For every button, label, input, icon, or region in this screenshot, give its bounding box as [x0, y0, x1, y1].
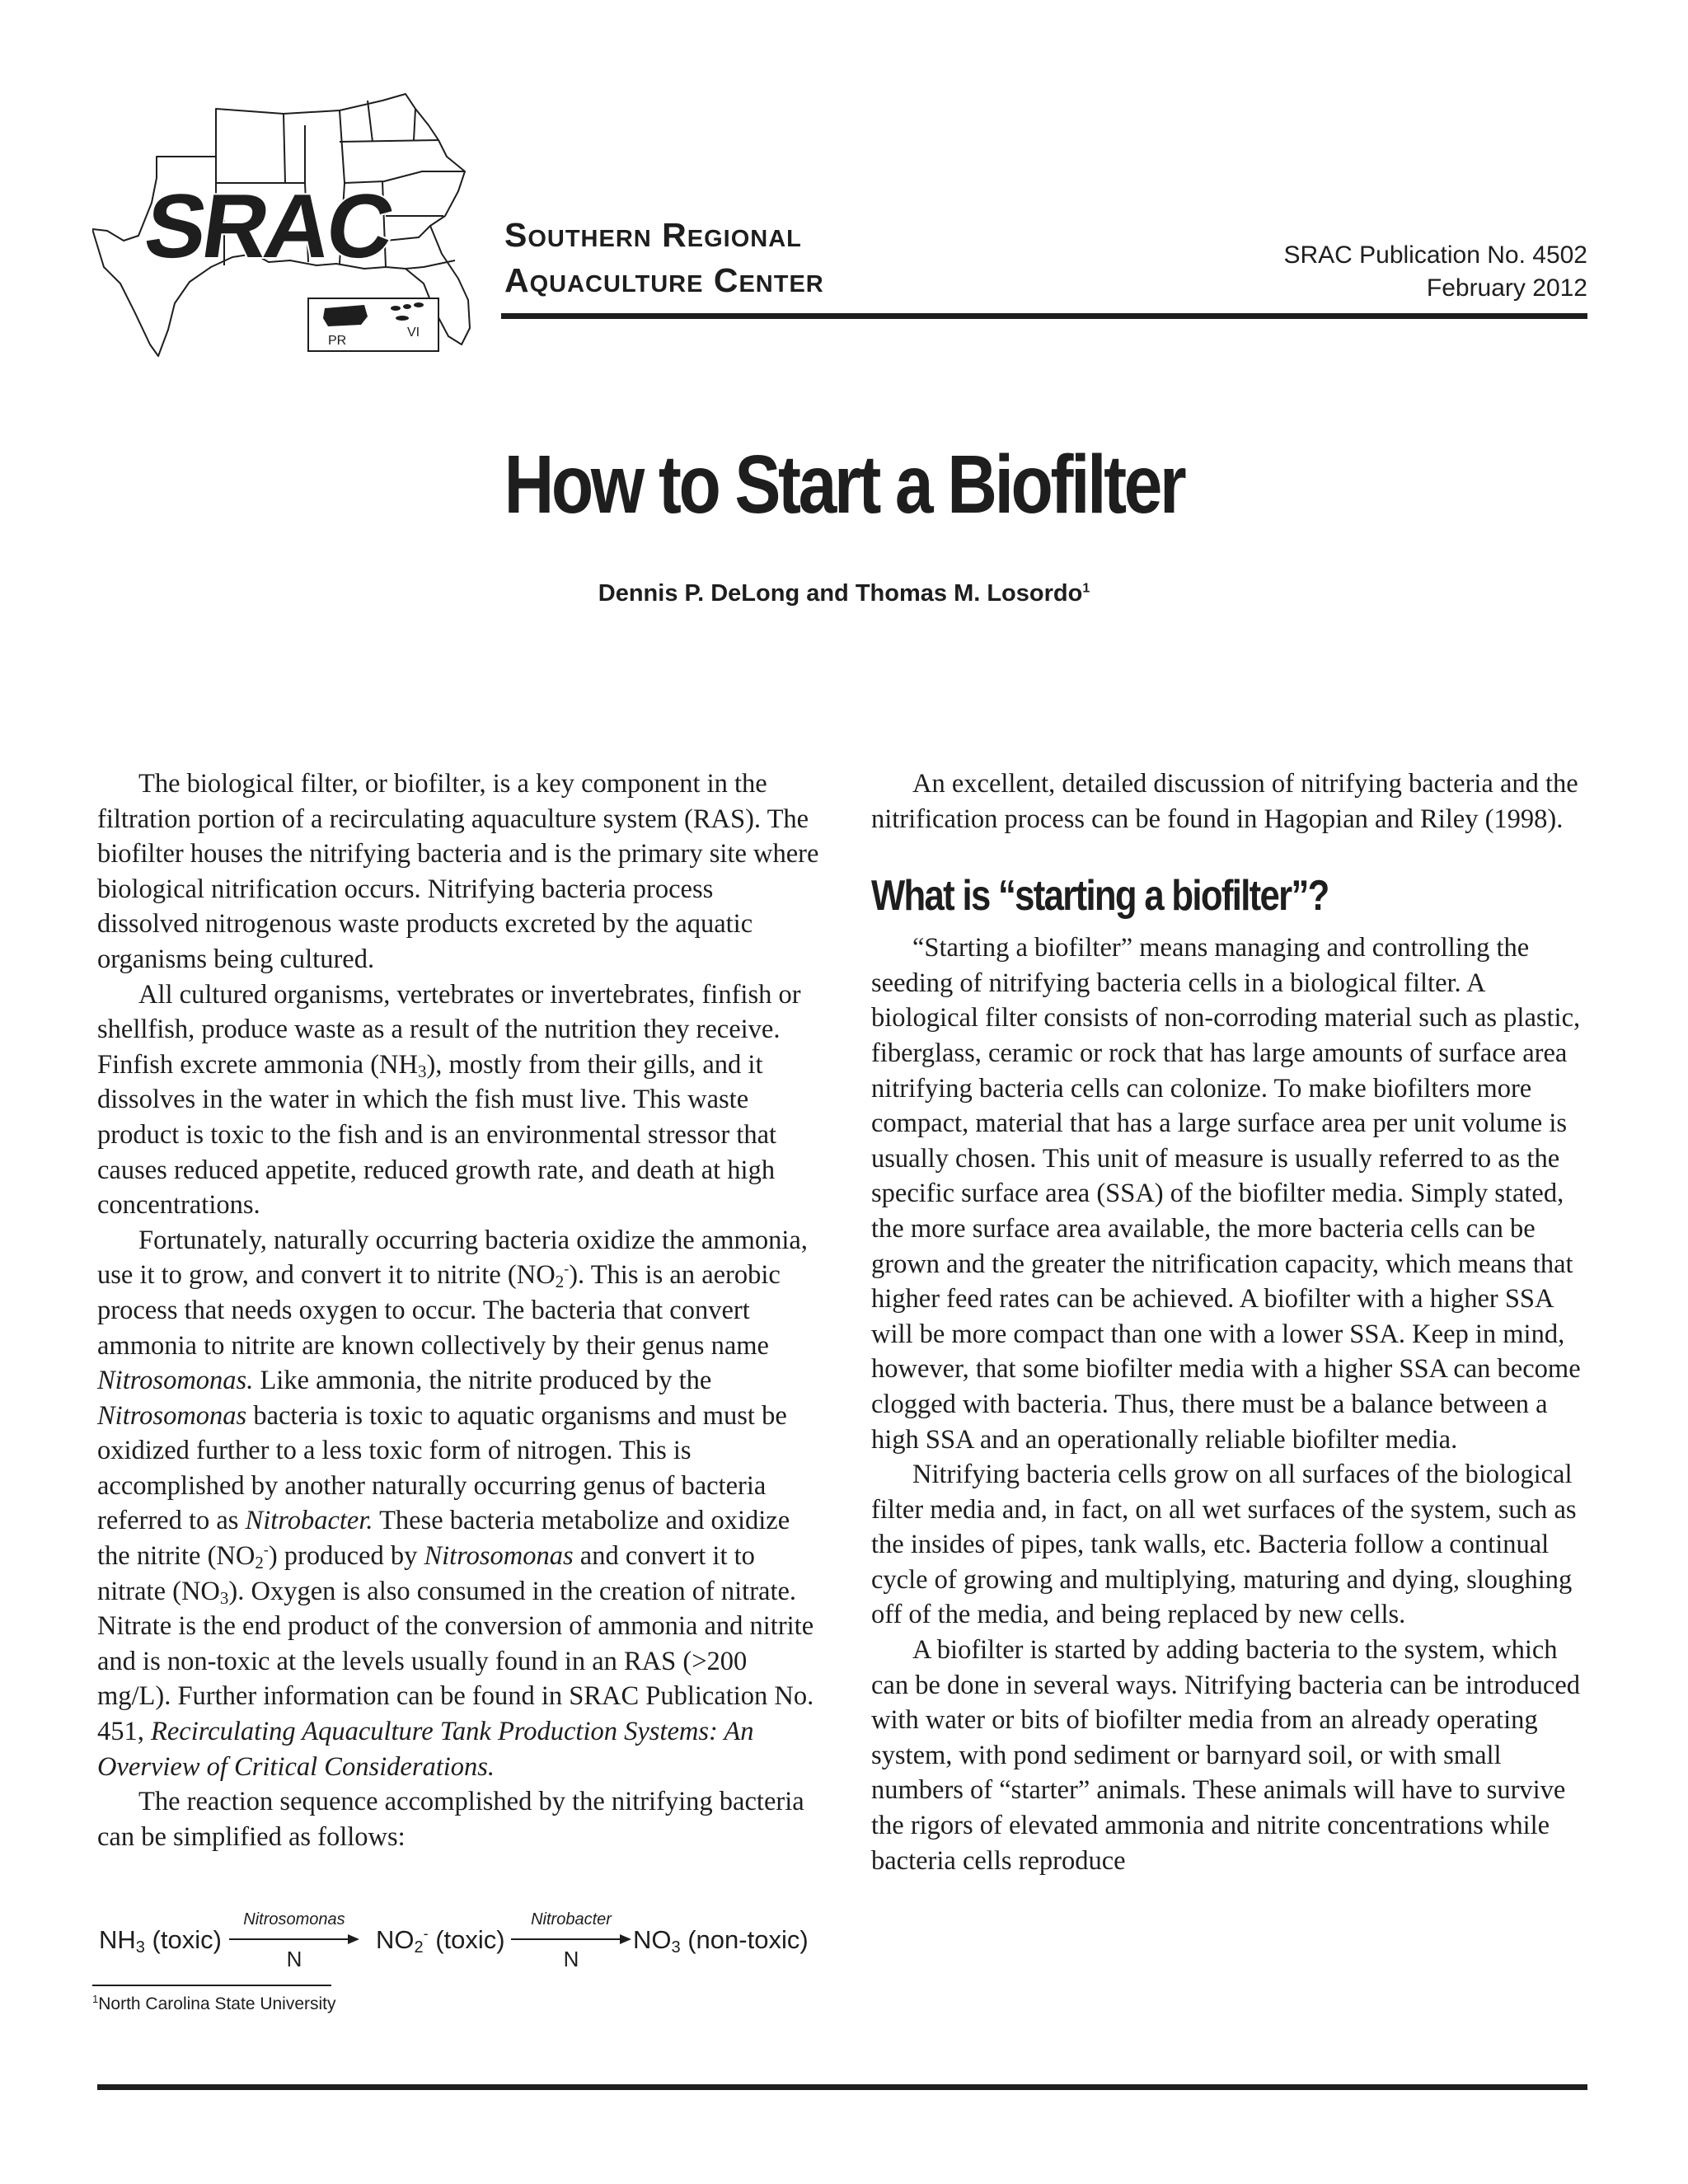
footnote-mark: 1 [92, 1993, 99, 2005]
equation-nitrite: $NO_2^-$ (toxic) [376, 1925, 505, 1957]
footnote-text: North Carolina State University [98, 1994, 336, 2013]
center-name-line1: Southern Regional [504, 216, 802, 254]
paragraph-surfaces: Nitrifying bacteria cells grow on all surfaces of the biological filter media and, in fact, on all wet surfaces of the system, such as the insides of pipes, tank walls, etc. Bacteria follow a continual cycle of growing and multiplying, maturing and dying, sloughing off of the media, and being replaced by new cells. [871, 1460, 1577, 1630]
page-title: How to Start a Biofilter [504, 438, 1184, 531]
authors [0, 577, 1688, 610]
paragraph-waste: All cultured organisms, vertebrates or invertebrates, finfish or shellfish, produce waste as a result of the nutrition they receive. Finfish excrete ammonia $(NH_3)$, mostly from their gills, and it dissolves in the water in which the fish must live. This waste product is toxic to the fish and is an environmental stressor that causes reduced appetite, reduced growth rate, and death at high concentrations. [97, 979, 801, 1221]
srac-logo-text: SRAC [138, 176, 397, 277]
left-column [97, 766, 819, 1854]
equation-nitrate: $NO_3$ (non-toxic) [633, 1925, 809, 1957]
equation-ammonia: $NH_3$ (toxic) [99, 1925, 222, 1957]
author-footnote-mark: 1 [1082, 581, 1090, 596]
arrow-right-icon [229, 1933, 359, 1945]
bottom-rule [97, 2084, 1587, 2090]
arrow-right-icon [511, 1933, 631, 1945]
paragraph-reaction: The reaction sequence accomplished by the nitrifying bacteria can be simplified as follows: [97, 1787, 804, 1852]
srac-logo [92, 92, 537, 369]
center-name [504, 213, 824, 303]
paragraph-bacteria: Fortunately, naturally occurring bacteria oxidize the ammonia, use it to grow, and convert it to nitrite $(NO_2^-)$. This is an aerobic process that needs oxygen to occur. The bacteria that convert ammonia to nitrite are known collectively by their genus name Nitrosomonas. Like ammonia, the nitrite produced by the Nitrosomonas bacteria is toxic to aquatic organisms and must be oxidized further to a less toxic form of nitrogen. This is accomplished by another naturally occurring genus of bacteria referred to as Nitrobacter. These bacteria metabolize and oxidize the nitrite $(NO_2^-)$ produced by Nitrosomonas and convert it to nitrate $(NO_3)$. Oxygen is also consumed in the creation of nitrate. Nitrate is the end product of the conversion of ammonia and nitrite and is non-toxic at the levels usually found in an RAS (>200 mg/L). Further information can be found in SRAC Publication No. 451, Recirculating Aquaculture Tank Production Systems: An Overview of Critical Considerations. [97, 1225, 814, 1782]
puerto-rico-icon [323, 305, 368, 326]
header-rule [501, 313, 1587, 319]
inset-label-vi: VI [407, 326, 420, 340]
paragraph-starting: “Starting a biofilter” means managing and controlling the seeding of nitrifying bacteria cells in a biological filter. A biological filter consists of non-corroding material such as plastic, fiberglass, ceramic or rock that has large amounts of surface area nitrifying bacteria cells can colonize. To make biofilters more compact, material that has a large surface area per unit volume is usually chosen. This unit of measure is usually referred to as the specific surface area (SSA) of the biofilter media. Simply stated, the more surface area available, the more bacteria cells can be grown and the greater the nitrification capacity, which means that higher feed rates can be achieved. A biofilter with a higher SSA will be more compact than one with a lower SSA. Keep in mind, however, that some biofilter media with a higher SSA can become clogged with bacteria. Thus, there must be a balance between a high SSA and an operationally reliable biofilter media. [871, 933, 1581, 1455]
center-name-line2: Aquaculture Center [504, 261, 824, 299]
equation-arrow-nitrobacter [511, 1910, 631, 1976]
paragraph-seeding: A biofilter is started by adding bacteria to the system, which can be done in several ways. Nitrifying bacteria can be introduced with water or bits of biofilter media from an already operating system, with pond sediment or barnyard soil, or with small numbers of “starter” animals. These animals will have to survive the rigors of elevated ammonia and nitrite concentrations while bacteria cells reproduce [871, 1635, 1580, 1876]
arrow-label-nitrobacter: Nitrobacter [531, 1910, 612, 1929]
footnote [92, 1994, 336, 2014]
paragraph-discussion: An excellent, detailed discussion of nitrifying bacteria and the nitrification process can be found in Hagopian and Riley (1998). [871, 769, 1578, 834]
right-column [871, 766, 1592, 1878]
reaction-equation [97, 1910, 823, 1976]
publication-number: SRAC Publication No. 4502 [1283, 241, 1587, 269]
arrow-label-nitrosomonas: Nitrosomonas [243, 1910, 345, 1929]
author-names: Dennis P. DeLong and Thomas M. Losordo [598, 580, 1083, 607]
footnote-rule [92, 1985, 331, 1986]
paragraph-intro: The biological filter, or biofilter, is a key component in the filtration portion of a recirculating aquaculture system (RAS). The biofilter houses the nitrifying bacteria and is the primary site where biological nitrification occurs. Nitrifying bacteria process dissolved nitrogenous waste products excreted by the aquatic organisms being cultured. [97, 769, 819, 974]
section-heading: What is “starting a biofilter”? [871, 872, 1329, 921]
publication-info [1283, 239, 1587, 305]
arrow-label-n-2: N [563, 1947, 579, 1971]
inset-label-pr: PR [328, 334, 347, 348]
arrow-label-n-1: N [286, 1947, 302, 1971]
publication-date: February 2012 [1426, 274, 1587, 302]
equation-arrow-nitrosomonas [229, 1910, 359, 1976]
